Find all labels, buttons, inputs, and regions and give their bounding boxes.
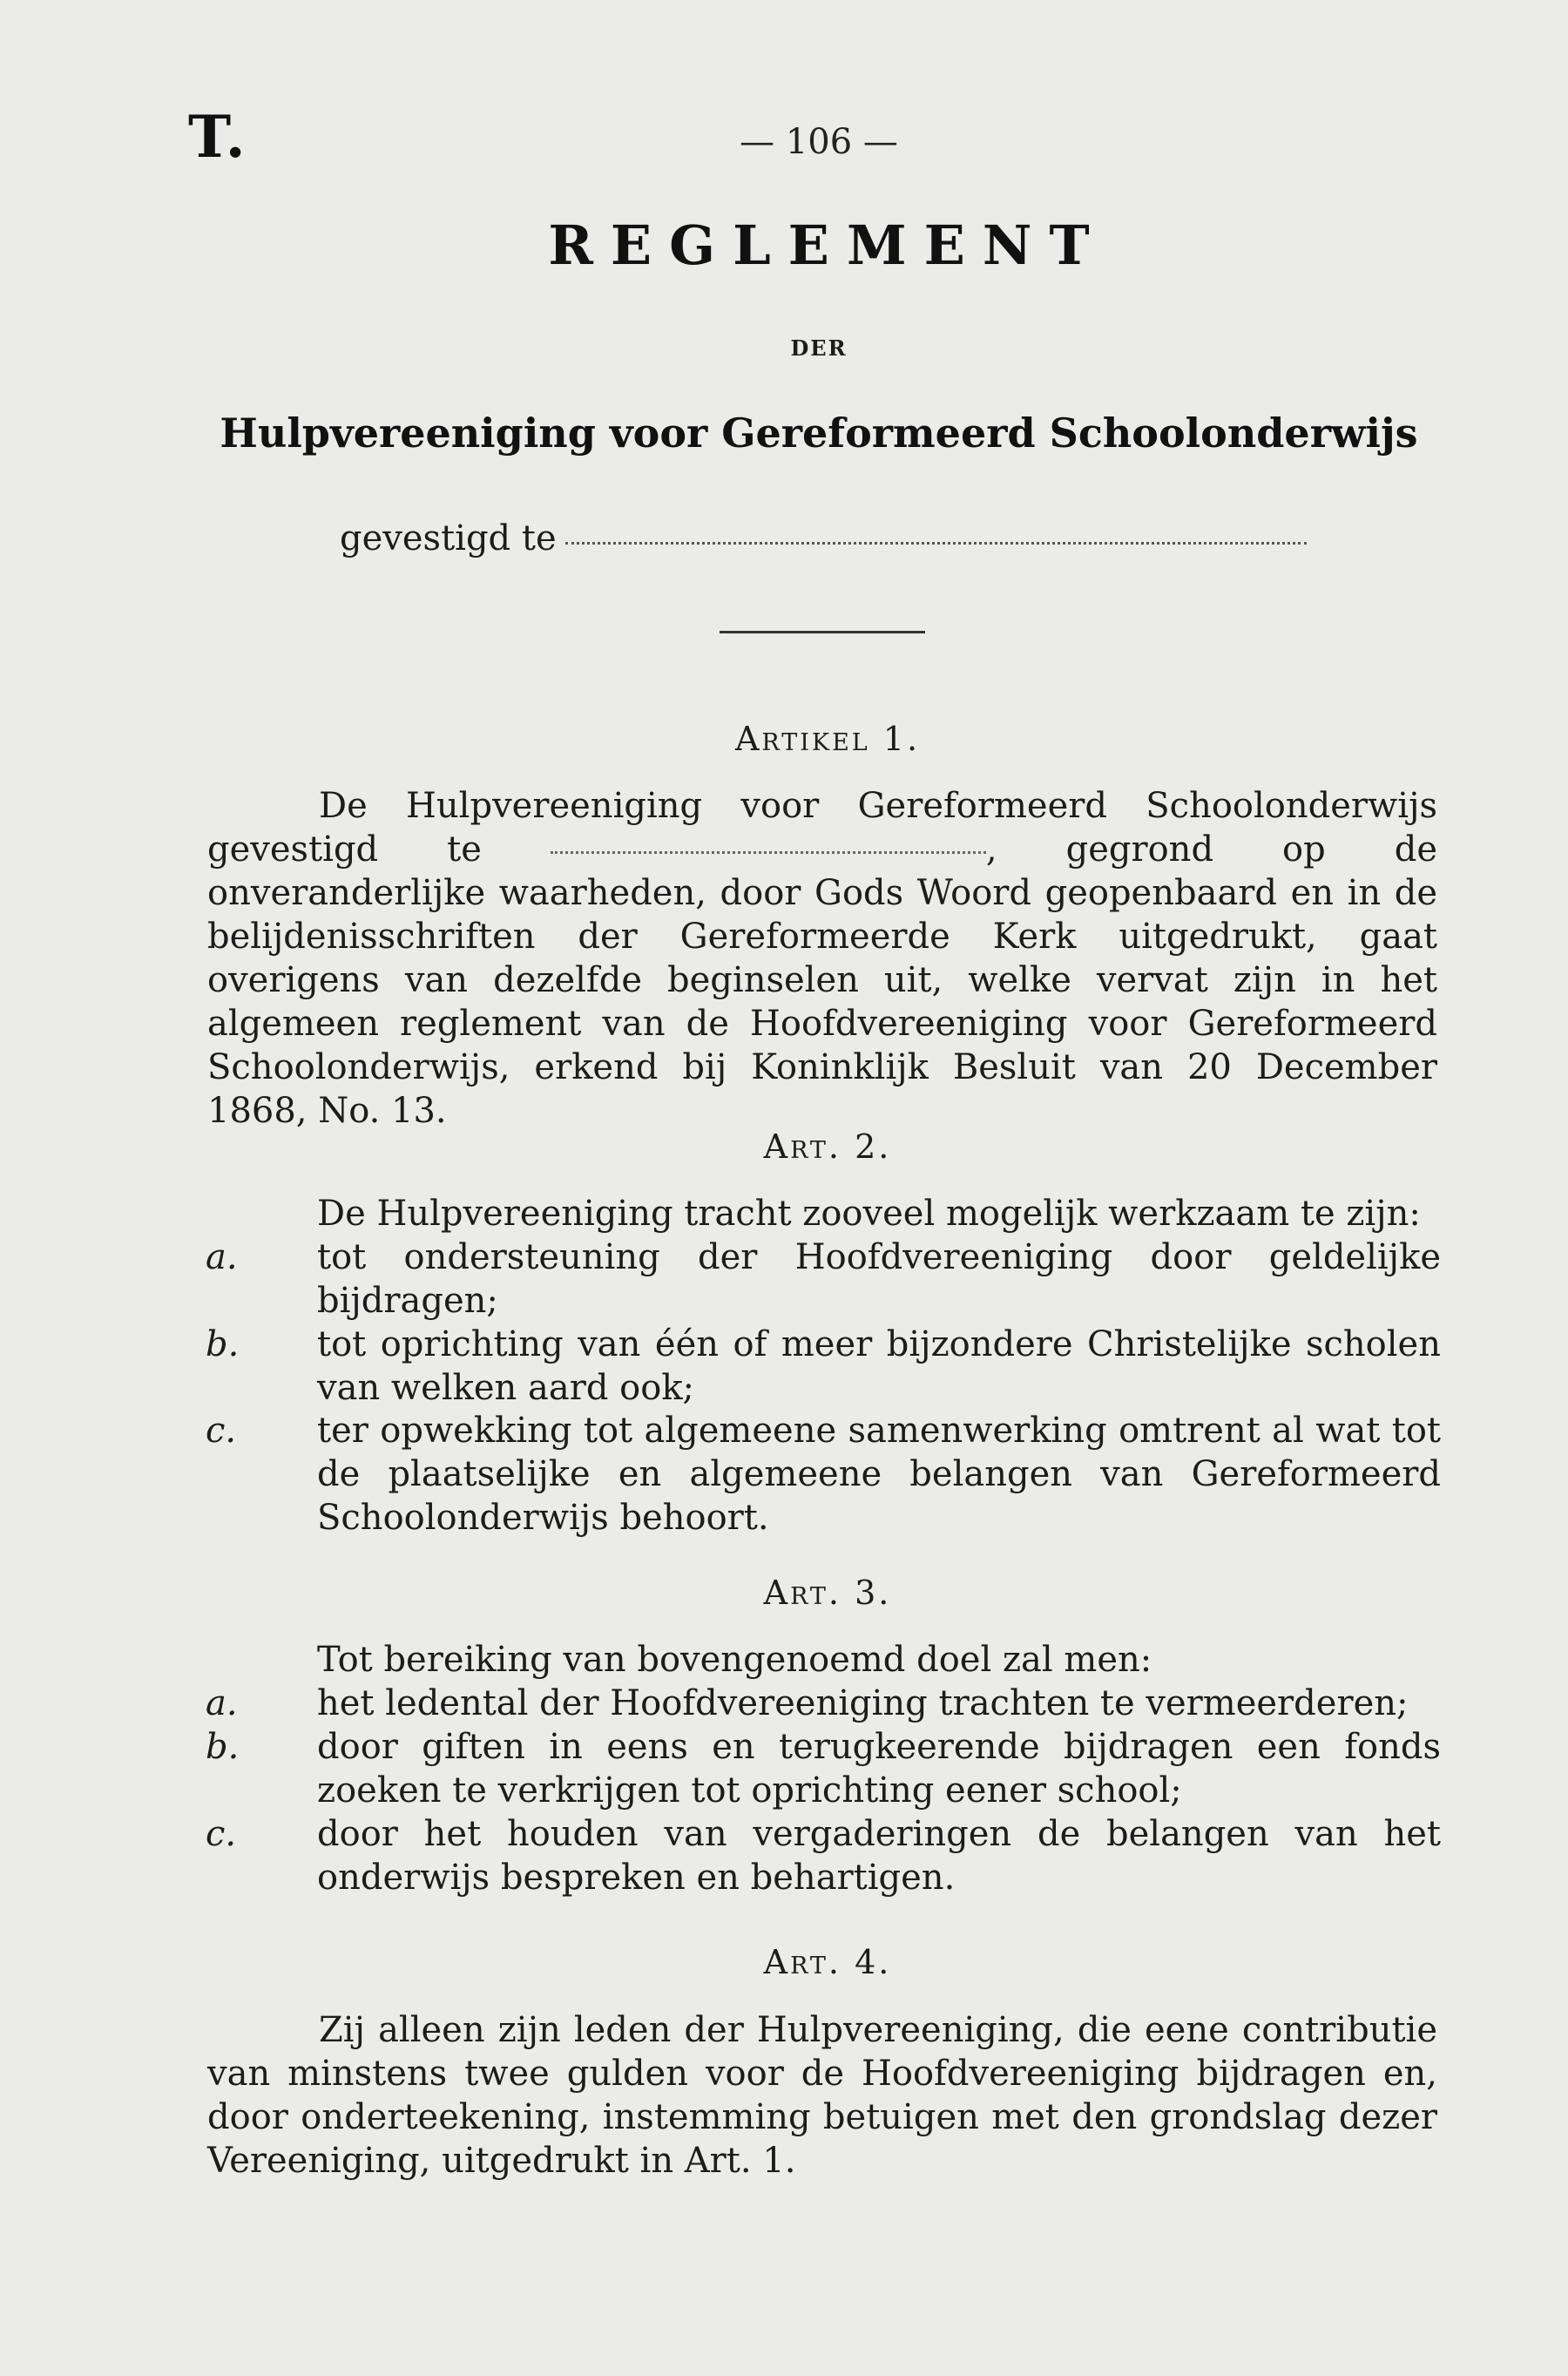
section-mark: T. [188, 103, 247, 171]
item-text: het ledental der Hoofdvereeniging trachten te vermeerderen; [317, 1683, 1409, 1723]
article-1-text: De Hulpvereeniging voor Gereformeerd Schoolonderwijs gevestigd te , gegrond op de onveranderlijke waarheden, door Gods Woord geopenbaard en in de belijdenisschriften der Gereformeerde Kerk uitgedrukt, gaat overigens van dezelfde beginselen uit, welke vervat zijn in het algemeen reglement van de Hoofdvereeniging voor Gereformeerd Schoolonderwijs, erkend bij Koninklijk Besluit van 20 December 1868, No. 13. [207, 786, 1438, 1131]
item-label: c. [206, 1411, 237, 1451]
article-2-heading: Art. 2. [763, 1127, 892, 1166]
fill-in-blank [565, 542, 1307, 545]
item-label: b. [206, 1324, 240, 1364]
list-item [206, 1323, 1441, 1410]
document-title: REGLEMENT [548, 213, 1107, 277]
item-text: tot oprichting van één of meer bijzondere Christelijke scholen van welken aard ook; [317, 1324, 1441, 1408]
list-item [206, 1235, 1441, 1323]
item-label: c. [206, 1814, 237, 1854]
list-item [206, 1682, 1441, 1725]
item-text: tot ondersteuning der Hoofdvereeniging door geldelijke bijdragen; [317, 1237, 1441, 1321]
list-item [206, 1409, 1441, 1540]
article-4-heading: Art. 4. [763, 1943, 892, 1981]
established-label: gevestigd te [340, 518, 557, 558]
organization-name: Hulpvereeniging voor Gereformeerd Schoolonderwijs [220, 410, 1418, 457]
item-text: door giften in eens en terugkeerende bijdragen een fonds zoeken te verkrijgen tot oprichting eener school; [317, 1727, 1441, 1811]
divider [720, 631, 925, 633]
page-number: — 106 — [740, 122, 898, 162]
title-connector: DER [790, 335, 848, 361]
item-text: door het houden van vergaderingen de belangen van het onderwijs bespreken en behartigen. [317, 1814, 1441, 1898]
item-label: b. [206, 1727, 240, 1767]
article-3-heading: Art. 3. [763, 1574, 892, 1612]
list-item [206, 1725, 1441, 1812]
article-4-text: Zij alleen zijn leden der Hulpvereeniging, die eene contributie van minstens twee gulden voor de Hoofdvereeniging bijdragen en, door onderteekening, instemming betuigen met den grondslag dezer Vereeniging, uitgedrukt in Art. 1. [207, 2010, 1437, 2181]
article-3-intro: Tot bereiking van bovengenoemd doel zal men: [317, 1640, 1152, 1680]
item-label: a. [206, 1237, 238, 1277]
fill-in-blank [551, 851, 986, 854]
list-item [206, 1812, 1441, 1899]
article-1-heading: Artikel 1. [734, 720, 921, 758]
article-2-intro: De Hulpvereeniging tracht zooveel mogelijk werkzaam te zijn: [317, 1194, 1421, 1234]
established-line [340, 518, 1307, 558]
item-text: ter opwekking tot algemeene samenwerking omtrent al wat tot de plaatselijke en algemeene belangen van Gereformeerd Schoolonderwijs behoort. [317, 1411, 1441, 1538]
item-label: a. [206, 1683, 238, 1723]
